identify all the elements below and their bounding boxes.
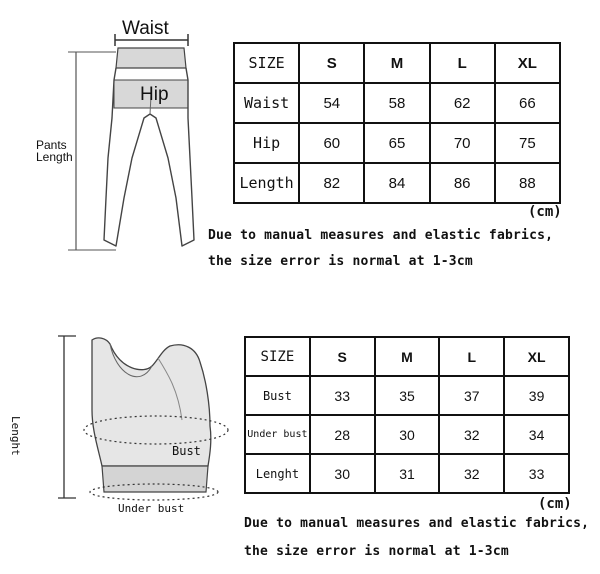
pants-length-diagram-label-1: Pants: [36, 138, 67, 152]
bra-note-line-1: Due to manual measures and elastic fabrics,: [244, 516, 590, 531]
pants-unit-label: (cm): [528, 204, 562, 220]
table-header-row: [234, 43, 560, 83]
bra-length-diagram-label: Lenght: [9, 416, 22, 456]
bust-diagram-label: Bust: [172, 444, 201, 458]
table-cell: 31: [375, 454, 440, 493]
table-cell: 70: [430, 123, 495, 163]
table-cell: 54: [299, 83, 364, 123]
table-header-cell: L: [439, 337, 504, 376]
table-row: [245, 454, 569, 493]
table-cell: 28: [310, 415, 375, 454]
row-label: Bust: [245, 376, 310, 415]
bra-illustration: [40, 330, 240, 520]
table-row: [234, 123, 560, 163]
bra-unit-label: (cm): [538, 496, 572, 512]
table-cell: 32: [439, 454, 504, 493]
table-row: [245, 376, 569, 415]
table-cell: 39: [504, 376, 569, 415]
table-header-cell: L: [430, 43, 495, 83]
table-cell: 32: [439, 415, 504, 454]
table-cell: 82: [299, 163, 364, 203]
table-cell: 62: [430, 83, 495, 123]
table-cell: 66: [495, 83, 560, 123]
table-header-row: [245, 337, 569, 376]
pants-size-table: [233, 42, 561, 204]
pants-length-diagram-label-2: Length: [36, 150, 73, 164]
table-cell: 37: [439, 376, 504, 415]
table-cell: 33: [310, 376, 375, 415]
table-cell: 88: [495, 163, 560, 203]
table-cell: 75: [495, 123, 560, 163]
table-header-cell: SIZE: [245, 337, 310, 376]
table-header-cell: S: [310, 337, 375, 376]
table-header-cell: M: [364, 43, 429, 83]
table-cell: 65: [364, 123, 429, 163]
table-header-cell: XL: [495, 43, 560, 83]
bra-size-table: [244, 336, 570, 494]
table-header-cell: SIZE: [234, 43, 299, 83]
row-label: Waist: [234, 83, 299, 123]
table-cell: 34: [504, 415, 569, 454]
row-label: Lenght: [245, 454, 310, 493]
waist-diagram-label: Waist: [122, 18, 169, 39]
table-cell: 60: [299, 123, 364, 163]
table-cell: 30: [375, 415, 440, 454]
table-header-cell: S: [299, 43, 364, 83]
table-header-cell: M: [375, 337, 440, 376]
table-header-cell: XL: [504, 337, 569, 376]
pants-note-line-1: Due to manual measures and elastic fabrics,: [208, 228, 554, 243]
table-row: [234, 163, 560, 203]
table-cell: 58: [364, 83, 429, 123]
row-label: Under bust: [245, 415, 310, 454]
table-row: [234, 83, 560, 123]
table-cell: 30: [310, 454, 375, 493]
table-cell: 33: [504, 454, 569, 493]
table-row: [245, 415, 569, 454]
row-label: Hip: [234, 123, 299, 163]
bra-note-line-2: the size error is normal at 1-3cm: [244, 544, 509, 559]
hip-diagram-label: Hip: [140, 84, 169, 105]
under-bust-diagram-label: Under bust: [118, 502, 185, 515]
row-label: Length: [234, 163, 299, 203]
table-cell: 84: [364, 163, 429, 203]
pants-note-line-2: the size error is normal at 1-3cm: [208, 254, 473, 269]
table-cell: 86: [430, 163, 495, 203]
table-cell: 35: [375, 376, 440, 415]
